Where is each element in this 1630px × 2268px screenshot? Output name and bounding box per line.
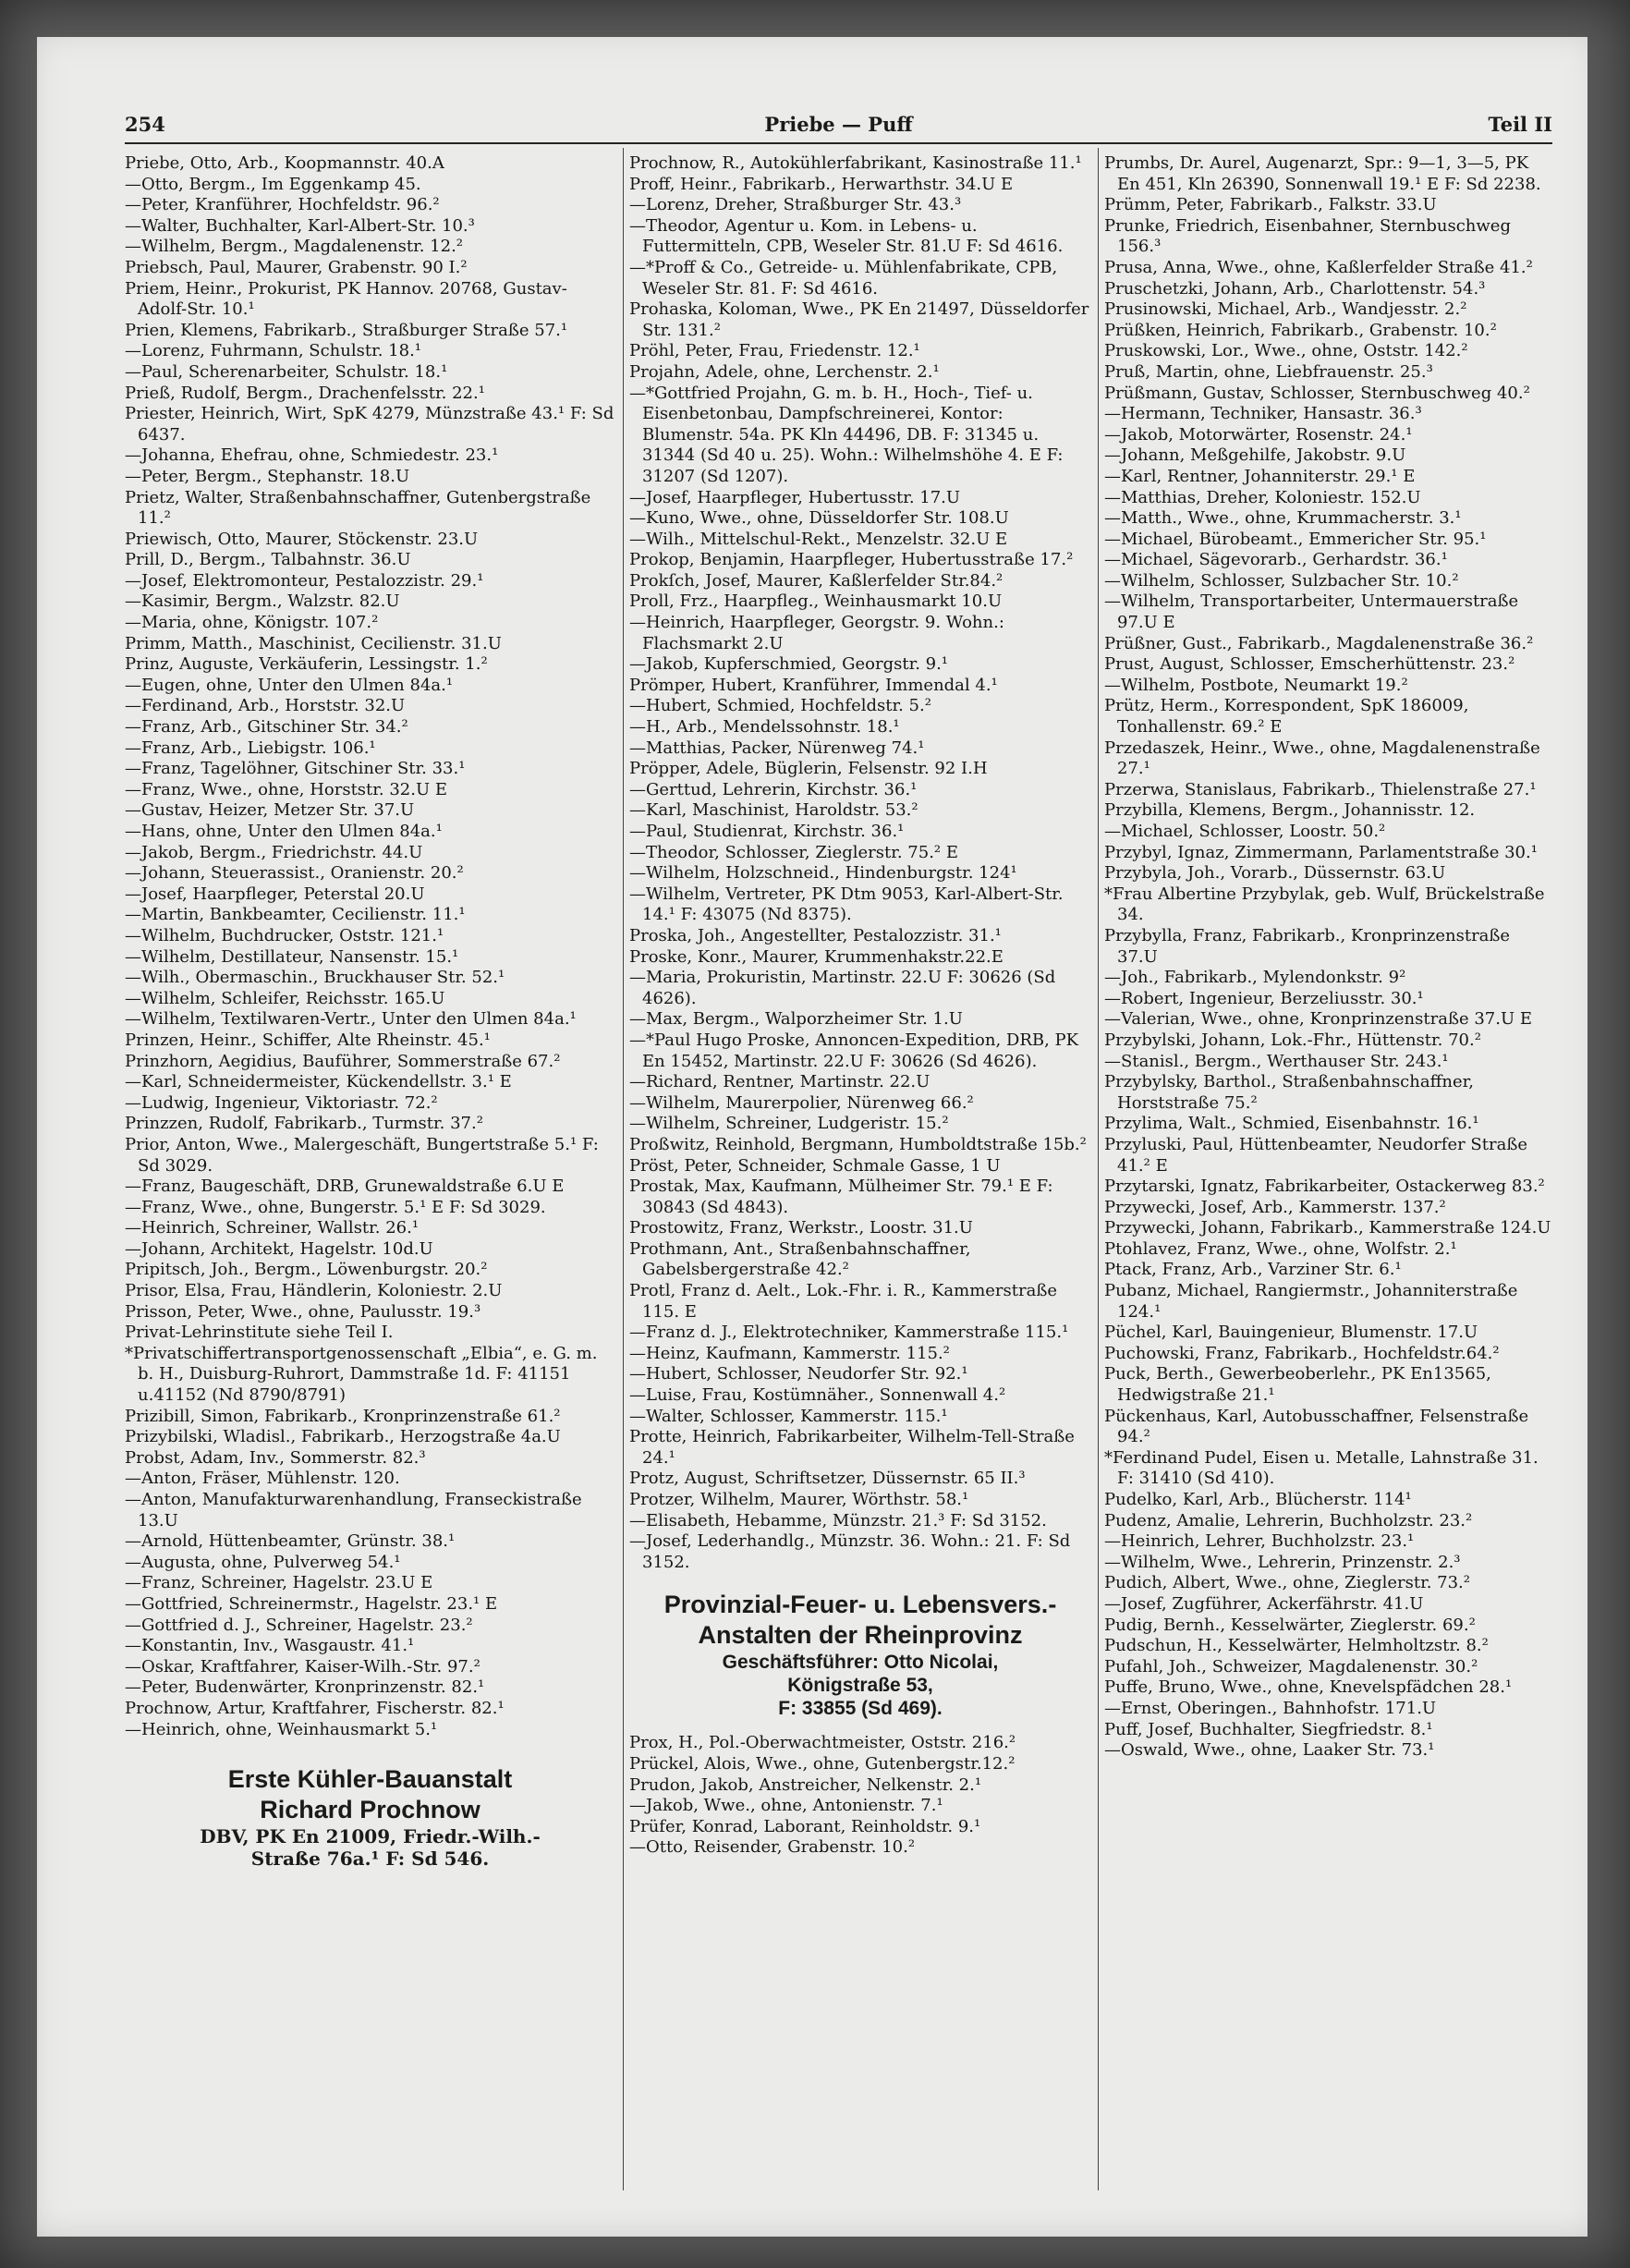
directory-entry: Pufahl, Joh., Schweizer, Magdalenenstr. 30.² [1104,1656,1478,1677]
directory-entry: Prisson, Peter, Wwe., ohne, Paulusstr. 19.³ [125,1301,481,1322]
directory-entry: Prieß, Rudolf, Bergm., Drachenfelsstr. 22.¹ [125,383,485,403]
directory-entry: —Jakob, Wwe., ohne, Antonienstr. 7.¹ [629,1796,943,1816]
directory-entry: Prunke, Friedrich, Eisenbahner, Sternbuschweg 156.³ [1104,215,1511,257]
directory-entry: —Karl, Maschinist, Haroldstr. 53.² [629,800,918,821]
directory-entry: Puchowski, Franz, Fabrikarb., Hochfeldstr.64.² [1104,1343,1500,1363]
directory-entry: —Franz d. J., Elektrotechniker, Kammerstraße 115.¹ [629,1323,1069,1343]
directory-entry: Prusa, Anna, Wwe., ohne, Kaßlerfelder Straße 41.² [1104,257,1533,277]
directory-entry: —Karl, Schneidermeister, Kückendellstr. 3.¹ E [125,1072,512,1092]
page-header [125,113,1552,140]
directory-entry: —Ludwig, Ingenieur, Viktoriastr. 72.² [125,1092,438,1113]
directory-entry: Prüfer, Konrad, Laborant, Reinholdstr. 9.¹ [629,1816,981,1836]
ad-line: Straße 76a.¹ F: Sd 546. [250,1847,490,1871]
directory-entry: Przybyla, Joh., Vorarb., Düssernstr. 63.U [1104,863,1446,884]
directory-entry: Ptack, Franz, Arb., Varziner Str. 6.¹ [1104,1260,1402,1280]
directory-entry: —Lorenz, Dreher, Straßburger Str. 43.³ [629,195,962,215]
directory-entry: —Heinrich, ohne, Weinhausmarkt 5.¹ [125,1719,438,1739]
directory-entry: —Elisabeth, Hebamme, Münzstr. 21.³ F: Sd 3152. [629,1510,1047,1530]
column-2-entries-after-ad [629,1733,1091,1859]
directory-entry: Pröhl, Peter, Frau, Friedenstr. 12.¹ [629,341,920,361]
directory-entry: —*Gottfried Projahn, G. m. b. H., Hoch-, Tief- u. Eisenbetonbau, Dampfschreinerei, Kontor: Blumenstr. 54a. PK Kln 44496, DB. F: 31345 u. 31344 (Sd 40 u. 25). Wohn.: Wilhelmshöhe 4. E F: 31207 (Sd 1207). [629,383,1064,486]
directory-entry: —Franz, Wwe., ohne, Horststr. 32.U E [125,779,447,799]
directory-entry: —Maria, Prokuristin, Martinstr. 22.U F: 30626 (Sd 4626). [629,968,1056,1008]
directory-entry: Przybylla, Franz, Fabrikarb., Kronprinzenstraße 37.U [1104,925,1511,967]
directory-entry: Pudich, Albert, Wwe., ohne, Zieglerstr. 73.² [1104,1573,1470,1593]
directory-entry: Pudschun, H., Kesselwärter, Helmholtzstr. 8.² [1104,1636,1489,1656]
directory-entry: —Walter, Schlosser, Kammerstr. 115.¹ [629,1406,948,1426]
directory-entry: —Richard, Rentner, Martinstr. 22.U [629,1072,931,1092]
column-1-entries [125,153,615,1740]
directory-entry: Pröpper, Adele, Büglerin, Felsenstr. 92 I.H [629,759,988,779]
ad-line: Richard Prochnow [260,1796,480,1824]
directory-entry: —Eugen, ohne, Unter den Ulmen 84a.¹ [125,675,454,695]
directory-entry: Privat-Lehrinstitute siehe Teil I. [125,1323,394,1343]
ad-line: Geschäftsführer: Otto Nicolai, [722,1652,999,1674]
directory-entry: Prust, August, Schlosser, Emscherhüttenstr. 23.² [1104,654,1515,675]
directory-entry: —Martin, Bankbeamter, Cecilienstr. 11.¹ [125,905,466,925]
directory-entry: —Johann, Architekt, Hagelstr. 10d.U [125,1238,433,1259]
directory-entry: Projahn, Adele, ohne, Lerchenstr. 2.¹ [629,361,940,382]
directory-entry: Pückenhaus, Karl, Autobusschaffner, Felsenstraße 94.² [1104,1406,1529,1447]
directory-entry: Probst, Adam, Inv., Sommerstr. 82.³ [125,1447,426,1468]
column-1 [125,153,615,2187]
directory-entry: —Gustav, Heizer, Metzer Str. 37.U [125,800,415,821]
directory-entry: —Konstantin, Inv., Wasgaustr. 41.¹ [125,1636,415,1656]
directory-entry: Priem, Heinr., Prokurist, PK Hannov. 20768, Gustav-Adolf-Str. 10.¹ [125,278,567,320]
directory-entry: —Johanna, Ehefrau, ohne, Schmiedestr. 23.¹ [125,445,499,466]
directory-entry: Priewisch, Otto, Maurer, Stöckenstr. 23.U [125,529,479,549]
directory-entry: —Wilhelm, Wwe., Lehrerin, Prinzenstr. 2.³ [1104,1552,1461,1572]
directory-entry: Pudig, Bernh., Kesselwärter, Zieglerstr. 69.² [1104,1615,1476,1635]
directory-entry: —Joh., Fabrikarb., Mylendonkstr. 9² [1104,968,1406,988]
directory-entry: —Kasimir, Bergm., Walzstr. 82.U [125,591,400,612]
directory-entry: —Peter, Budenwärter, Kronprinzenstr. 82.¹ [125,1677,485,1698]
directory-entry: —Jakob, Kupferschmied, Georgstr. 9.¹ [629,654,949,675]
directory-entry: Prizybilski, Wladisl., Fabrikarb., Herzogstraße 4a.U [125,1427,561,1447]
directory-entry: Puff, Josef, Buchhalter, Siegfriedstr. 8.¹ [1104,1719,1433,1739]
directory-entry: —Matthias, Packer, Nürenweg 74.¹ [629,738,925,758]
directory-entry: Proßwitz, Reinhold, Bergmann, Humboldtstraße 15b.² [629,1134,1087,1154]
directory-entry: —Wilhelm, Transportarbeiter, Untermauerstraße 97.U E [1104,591,1519,633]
directory-entry: —Lorenz, Fuhrmann, Schulstr. 18.¹ [125,341,422,361]
directory-entry: —Otto, Reisender, Grabenstr. 10.² [629,1837,916,1858]
directory-entry: —Josef, Lederhandlg., Münzstr. 36. Wohn.: 21. F: Sd 3152. [629,1531,1071,1572]
directory-entry: Przytarski, Ignatz, Fabrikarbeiter, Ostackerweg 83.² [1104,1177,1545,1197]
directory-entry: Priebe, Otto, Arb., Koopmannstr. 40.A [125,153,444,173]
directory-entry: —Max, Bergm., Walporzheimer Str. 1.U [629,1009,963,1030]
directory-entry: Prömper, Hubert, Kranführer, Immendal 4.¹ [629,675,998,695]
directory-entry: Prinzhorn, Aegidius, Bauführer, Sommerstraße 67.² [125,1051,561,1071]
directory-entry: Protl, Franz d. Aelt., Lok.-Fhr. i. R., Kammerstraße 115. E [629,1281,1058,1322]
directory-entry: Puck, Berth., Gewerbeoberlehr., PK En13565, Hedwigstraße 21.¹ [1104,1364,1491,1406]
directory-entry: —Heinrich, Haarpfleger, Georgstr. 9. Wohn.: Flachsmarkt 2.U [629,613,1004,653]
directory-entry: Prill, D., Bergm., Talbahnstr. 36.U [125,550,411,570]
directory-entry: —Franz, Baugeschäft, DRB, Grunewaldstraße 6.U E [125,1177,565,1197]
directory-entry: —Paul, Scherenarbeiter, Schulstr. 18.¹ [125,361,448,382]
directory-entry: Püchel, Karl, Bauingenieur, Blumenstr. 17.U [1104,1323,1478,1343]
directory-entry: —Wilhelm, Schleifer, Reichsstr. 165.U [125,988,445,1008]
directory-entry: Prudon, Jakob, Anstreicher, Nelkenstr. 2.¹ [629,1774,982,1795]
directory-entry: Priebsch, Paul, Maurer, Grabenstr. 90 I.² [125,257,468,277]
advert-kuehler-bauanstalt [125,1764,615,1870]
column-2 [629,153,1091,2187]
directory-entry: —Heinz, Kaufmann, Kammerstr. 115.² [629,1343,950,1363]
directory-entry: —Wilhelm, Maurerpolier, Nürenweg 66.² [629,1092,974,1113]
directory-entry: —Jakob, Motorwärter, Rosenstr. 24.¹ [1104,424,1413,445]
directory-entry: —Wilhelm, Destillateur, Nansenstr. 15.¹ [125,946,459,967]
column-divider [1098,148,1099,2190]
directory-entry: Protte, Heinrich, Fabrikarbeiter, Wilhelm-Tell-Straße 24.¹ [629,1427,1075,1468]
directory-entry: —Gerttud, Lehrerin, Kirchstr. 36.¹ [629,779,918,799]
ad-line: Königstraße 53, [787,1675,933,1697]
directory-entry: Przybyl, Ignaz, Zimmermann, Parlamentstraße 30.¹ [1104,842,1538,862]
directory-entry: —Josef, Haarpfleger, Peterstal 20.U [125,884,425,904]
directory-entry: Prokop, Benjamin, Haarpfleger, Hubertusstraße 17.² [629,550,1074,570]
directory-entry: Prostak, Max, Kaufmann, Mülheimer Str. 79.¹ E F: 30843 (Sd 4843). [629,1177,1053,1217]
directory-entry: —Hans, ohne, Unter den Ulmen 84a.¹ [125,822,443,841]
directory-entry: Pruß, Martin, ohne, Liebfrauenstr. 25.³ [1104,361,1433,382]
directory-entry: Prizibill, Simon, Fabrikarb., Kronprinzenstraße 61.² [125,1406,561,1426]
directory-entry: —Gottfried, Schreinermstr., Hagelstr. 23.¹ E [125,1593,498,1614]
directory-entry: Przybylski, Johann, Lok.-Fhr., Hüttenstr. 70.² [1104,1030,1481,1050]
directory-entry: Przyluski, Paul, Hüttenbeamter, Neudorfer Straße 41.² E [1104,1134,1527,1176]
directory-entry: —Paul, Studienrat, Kirchstr. 36.¹ [629,822,905,841]
directory-entry: —Wilhelm, Buchdrucker, Oststr. 121.¹ [125,925,444,945]
directory-entry: —Kuno, Wwe., ohne, Düsseldorfer Str. 108.U [629,508,1009,529]
advert-provinzial [629,1590,1091,1720]
directory-entry: —Anton, Manufakturwarenhandlung, Franseckistraße 13.U [125,1490,582,1530]
directory-entry: —Josef, Elektromonteur, Pestalozzistr. 29.¹ [125,570,484,591]
column-2-entries [629,153,1091,1573]
directory-entry: Ptohlavez, Franz, Wwe., ohne, Wolfstr. 2.¹ [1104,1238,1457,1259]
directory-entry: —Augusta, ohne, Pulverweg 54.¹ [125,1552,401,1572]
directory-entry: —Wilhelm, Textilwaren-Vertr., Unter den Ulmen 84a.¹ [125,1009,577,1030]
ad-line: Provinzial-Feuer- u. Lebensvers.- [663,1591,1057,1619]
column-3 [1104,153,1552,2187]
directory-entry: Protz, August, Schriftsetzer, Düssernstr. 65 II.³ [629,1469,1026,1489]
directory-entry: —Stanisl., Bergm., Werthauser Str. 243.¹ [1104,1051,1449,1071]
name-range: Priebe — Puff [764,113,913,136]
directory-entry: —Michael, Bürobeamt., Emmericher Str. 95.¹ [1104,529,1487,549]
directory-entry: Proske, Konr., Maurer, Krummenhakstr.22.E [629,946,1004,967]
directory-entry: —Robert, Ingenieur, Berzeliusstr. 30.¹ [1104,988,1424,1008]
directory-entry: Przedaszek, Heinr., Wwe., ohne, Magdalenenstraße 27.¹ [1104,738,1540,779]
directory-entry: —Walter, Buchhalter, Karl-Albert-Str. 10.³ [125,215,475,236]
directory-entry: —Anton, Fräser, Mühlenstr. 120. [125,1469,400,1489]
directory-entry: —Franz, Wwe., ohne, Bungerstr. 5.¹ E F: Sd 3029. [125,1197,546,1217]
directory-entry: Przywecki, Johann, Fabrikarb., Kammerstraße 124.U [1104,1218,1551,1238]
ad-line: DBV, PK En 21009, Friedr.-Wilh.- [200,1825,541,1848]
directory-entry: —Michael, Sägevorarb., Gerhardstr. 36.¹ [1104,550,1448,570]
directory-entry: —Franz, Schreiner, Hagelstr. 23.U E [125,1573,433,1593]
directory-entry: —Hubert, Schlosser, Neudorfer Str. 92.¹ [629,1364,968,1384]
part-label: Teil II [1488,113,1552,136]
directory-entry: —Ferdinand, Arb., Horststr. 32.U [125,696,406,716]
directory-entry: —Johann, Steuerassist., Oranienstr. 20.² [125,863,464,884]
directory-entry: —Wilhelm, Vertreter, PK Dtm 9053, Karl-Albert-Str. 14.¹ F: 43075 (Nd 8375). [629,884,1064,925]
directory-entry: —Ernst, Oberingen., Bahnhofstr. 171.U [1104,1698,1437,1718]
directory-entry: —Hermann, Techniker, Hansastr. 36.³ [1104,404,1422,424]
directory-entry: —Karl, Rentner, Johanniterstr. 29.¹ E [1104,466,1416,486]
directory-entry: —*Proff & Co., Getreide- u. Mühlenfabrikate, CPB, Weseler Str. 81. F: Sd 4616. [629,257,1058,299]
directory-entry: Proff, Heinr., Fabrikarb., Herwarthstr. 34.U E [629,174,1014,194]
directory-entry: Pubanz, Michael, Rangiermstr., Johanniterstraße 124.¹ [1104,1281,1518,1322]
directory-entry: —*Paul Hugo Proske, Annoncen-Expedition, DRB, PK En 15452, Martinstr. 22.U F: 30626 (Sd 4626). [629,1030,1079,1071]
directory-entry: Prietz, Walter, Straßenbahnschaffner, Gutenbergstraße 11.² [125,487,591,529]
directory-entry: —Josef, Zugführer, Ackerfährstr. 41.U [1104,1593,1424,1614]
directory-entry: Prinzzen, Rudolf, Fabrikarb., Turmstr. 37.² [125,1114,483,1134]
directory-entry: —Heinrich, Lehrer, Buchholzstr. 23.¹ [1104,1531,1415,1552]
directory-entry: —Arnold, Hüttenbeamter, Grünstr. 38.¹ [125,1531,456,1552]
directory-entry: Prisor, Elsa, Frau, Händlerin, Koloniestr. 2.U [125,1281,503,1301]
directory-entry: —Wilhelm, Schlosser, Sulzbacher Str. 10.² [1104,570,1459,591]
directory-entry: *Privatschiffertransportgenossenschaft „Elbia“, e. G. m. b. H., Duisburg-Ruhrort, Dammstraße 1d. F: 41151 u.41152 (Nd 8790/8791) [125,1343,598,1406]
directory-entry: Przybilla, Klemens, Bergm., Johannisstr. 12. [1104,800,1476,821]
directory-entry: —Heinrich, Schreiner, Wallstr. 26.¹ [125,1218,420,1238]
directory-entry: Prusinowski, Michael, Arb., Wandjesstr. 2.² [1104,299,1467,320]
directory-entry: Przywecki, Josef, Arb., Kammerstr. 137.² [1104,1197,1446,1217]
directory-entry: Prochnow, Artur, Kraftfahrer, Fischerstr. 82.¹ [125,1698,505,1718]
ad-line: Anstalten der Rheinprovinz [698,1621,1023,1650]
directory-entry: —Wilhelm, Bergm., Magdalenenstr. 12.² [125,237,464,257]
directory-entry: —Franz, Arb., Gitschiner Str. 34.² [125,717,408,738]
directory-entry: Primm, Matth., Maschinist, Cecilienstr. 31.U [125,633,502,653]
directory-entry: Prinz, Auguste, Verkäuferin, Lessingstr. 1.² [125,654,488,675]
directory-entry: Pripitsch, Joh., Bergm., Löwenburgstr. 20.² [125,1260,488,1280]
directory-entry: Proll, Frz., Haarpfleg., Weinhausmarkt 10.U [629,591,1003,612]
column-divider [623,148,624,2190]
directory-entry: —Luise, Frau, Kostümnäher., Sonnenwall 4.² [629,1385,1006,1406]
ad-line: F: 33855 (Sd 469). [778,1698,943,1720]
directory-entry: —Franz, Tagelöhner, Gitschiner Str. 33.¹ [125,759,466,779]
directory-entry: Prümm, Peter, Fabrikarb., Falkstr. 33.U [1104,195,1437,215]
directory-entry: —Theodor, Agentur u. Kom. in Lebens- u. Futtermitteln, CPB, Weseler Str. 81.U F: Sd 4616. [629,215,1064,257]
directory-entry: Pudelko, Karl, Arb., Blücherstr. 114¹ [1104,1490,1412,1509]
directory-entry: Prokſch, Josef, Maurer, Kaßlerfelder Str.84.² [629,570,1004,591]
directory-entry: —H., Arb., Mendelssohnstr. 18.¹ [629,717,900,738]
directory-entry: —Maria, ohne, Königstr. 107.² [125,613,379,633]
directory-entry: —Peter, Bergm., Stephanstr. 18.U [125,466,410,486]
directory-entry: —Gottfried d. J., Schreiner, Hagelstr. 23.² [125,1615,473,1635]
directory-entry: —Franz, Arb., Liebigstr. 106.¹ [125,738,376,758]
directory-entry: —Peter, Kranführer, Hochfeldstr. 96.² [125,195,440,215]
directory-entry: —Oskar, Kraftfahrer, Kaiser-Wilh.-Str. 97.² [125,1656,480,1677]
directory-entry: Prinzen, Heinr., Schiffer, Alte Rheinstr. 45.¹ [125,1030,491,1050]
directory-entry: —Valerian, Wwe., ohne, Kronprinzenstraße 37.U E [1104,1009,1533,1030]
ad-line: Erste Kühler-Bauanstalt [227,1765,513,1794]
directory-entry: —Oswald, Wwe., ohne, Laaker Str. 73.¹ [1104,1740,1435,1761]
directory-entry: —Johann, Meßgehilfe, Jakobstr. 9.U [1104,445,1406,466]
directory-entry: Pröst, Peter, Schneider, Schmale Gasse, 1 U [629,1155,1001,1176]
directory-entry: Prohaska, Koloman, Wwe., PK En 21497, Düsseldorfer Str. 131.² [629,299,1089,340]
directory-entry: *Frau Albertine Przybylak, geb. Wulf, Brückelstraße 34. [1104,884,1545,925]
directory-entry: *Ferdinand Pudel, Eisen u. Metalle, Lahnstraße 31. F: 31410 (Sd 410). [1104,1447,1539,1489]
directory-entry: Prückel, Alois, Wwe., ohne, Gutenbergstr.12.² [629,1753,1016,1774]
directory-entry: —Wilhelm, Postbote, Neumarkt 19.² [1104,675,1408,695]
directory-entry: Prien, Klemens, Fabrikarb., Straßburger Straße 57.¹ [125,320,568,340]
page-number: 254 [125,113,165,136]
directory-entry: Prior, Anton, Wwe., Malergeschäft, Bungertstraße 5.¹ F: Sd 3029. [125,1134,599,1176]
directory-entry: Przylima, Walt., Schmied, Eisenbahnstr. 16.¹ [1104,1114,1479,1134]
directory-entry: Prüßken, Heinrich, Fabrikarb., Grabenstr. 10.² [1104,320,1497,340]
directory-entry: —Wilh., Mittelschul-Rekt., Menzelstr. 32.U E [629,529,1008,549]
directory-entry: —Theodor, Schlosser, Zieglerstr. 75.² E [629,842,959,862]
directory-entry: Proska, Joh., Angestellter, Pestalozzistr. 31.¹ [629,925,1002,945]
directory-entry: Prüßmann, Gustav, Schlosser, Sternbuschweg 40.² [1104,383,1530,403]
directory-entry: —Wilh., Obermaschin., Bruckhauser Str. 52.¹ [125,968,505,988]
directory-entry: Pudenz, Amalie, Lehrerin, Buchholzstr. 23.² [1104,1510,1473,1530]
directory-entry: Priester, Heinrich, Wirt, SpK 4279, Münzstraße 43.¹ F: Sd 6437. [125,404,614,445]
directory-entry: Przerwa, Stanislaus, Fabrikarb., Thielenstraße 27.¹ [1104,779,1537,799]
directory-entry: Prumbs, Dr. Aurel, Augenarzt, Spr.: 9—1, 3—5, PK En 451, Kln 26390, Sonnenwall 19.¹ E F: Sd 2238. [1104,153,1541,194]
directory-entry: —Wilhelm, Schreiner, Ludgeristr. 15.² [629,1114,949,1134]
directory-entry: Pruschetzki, Johann, Arb., Charlottenstr. 54.³ [1104,278,1486,299]
directory-entry: Przybylsky, Barthol., Straßenbahnschaffner, Horststraße 75.² [1104,1072,1474,1113]
directory-entry: —Michael, Schlosser, Loostr. 50.² [1104,822,1386,841]
header-rule [125,142,1552,144]
directory-entry: —Hubert, Schmied, Hochfeldstr. 5.² [629,696,931,716]
directory-entry: Puffe, Bruno, Wwe., ohne, Knevelspfädchen 28.¹ [1104,1677,1513,1698]
directory-entry: Prothmann, Ant., Straßenbahnschaffner, Gabelsbergerstraße 42.² [629,1238,971,1280]
directory-entry: —Matthias, Dreher, Koloniestr. 152.U [1104,487,1421,507]
directory-entry: —Jakob, Bergm., Friedrichstr. 44.U [125,842,423,862]
directory-entry: Prostowitz, Franz, Werkstr., Loostr. 31.U [629,1218,973,1238]
directory-entry: —Wilhelm, Holzschneid., Hindenburgstr. 124¹ [629,863,1017,884]
directory-entry: Pruskowski, Lor., Wwe., ohne, Oststr. 142.² [1104,341,1468,361]
directory-entry: Protzer, Wilhelm, Maurer, Wörthstr. 58.¹ [629,1490,969,1509]
column-3-entries [1104,153,1552,1762]
directory-entry: —Matth., Wwe., ohne, Krummacherstr. 3.¹ [1104,508,1462,529]
directory-entry: —Josef, Haarpfleger, Hubertusstr. 17.U [629,487,961,507]
directory-entry: —Otto, Bergm., Im Eggenkamp 45. [125,174,421,194]
directory-entry: Prochnow, R., Autokühlerfabrikant, Kasinostraße 11.¹ [629,153,1082,173]
directory-entry: Prox, H., Pol.-Oberwachtmeister, Oststr. 216.² [629,1733,1016,1753]
directory-entry: Prüßner, Gust., Fabrikarb., Magdalenenstraße 36.² [1104,633,1534,653]
directory-entry: Prütz, Herm., Korrespondent, SpK 186009, Tonhallenstr. 69.² E [1104,696,1469,738]
